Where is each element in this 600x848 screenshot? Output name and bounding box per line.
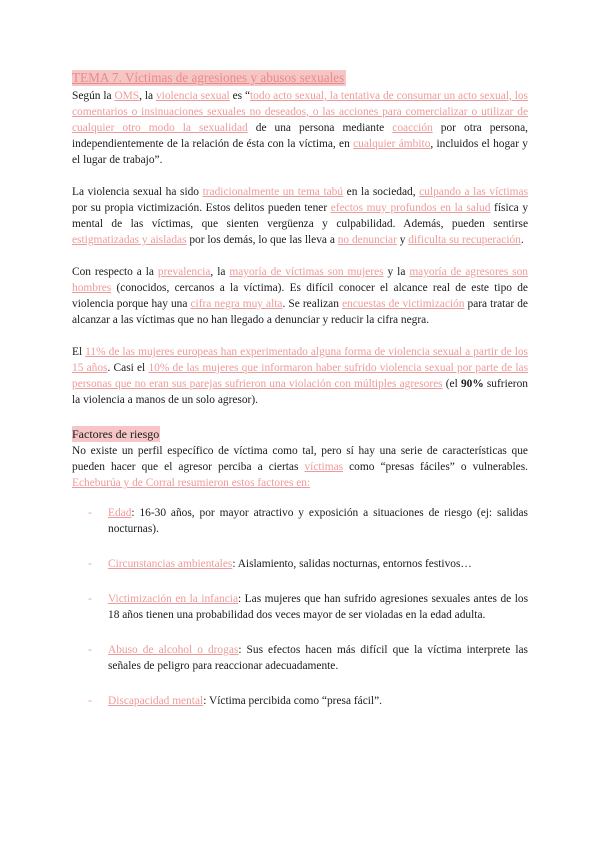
paragraph-definition bbox=[72, 88, 528, 168]
factor-text: : Aislamiento, salidas nocturnas, entornos festivos… bbox=[232, 558, 472, 570]
text: y bbox=[396, 234, 409, 246]
bullet-dash: - bbox=[88, 644, 92, 656]
text: en la sociedad, bbox=[343, 186, 420, 198]
factor-text: : Sus efectos hacen más difícil que la víctima interprete las señales de peligro para reaccionar adecuadamente. bbox=[108, 644, 528, 672]
list-item bbox=[72, 642, 528, 674]
highlight-prevalencia: prevalencia bbox=[157, 266, 211, 278]
text: física y mental de las víctimas, que sienten vergüenza y culpabilidad. Además, pueden sentirse bbox=[72, 202, 529, 230]
factor-label: Edad bbox=[108, 507, 132, 519]
highlight-estigmatizadas: estigmatizadas y aisladas bbox=[72, 234, 187, 246]
text: , incluidos el hogar y el lugar de trabajo”. bbox=[72, 138, 528, 166]
list-item bbox=[72, 693, 528, 709]
text: Con respecto a la bbox=[72, 266, 158, 278]
bullet-dash: - bbox=[88, 558, 92, 570]
bullet-dash: - bbox=[88, 507, 92, 519]
text: . Casi el bbox=[107, 362, 149, 374]
highlight-efectos: efectos muy profundos en la salud bbox=[330, 202, 491, 214]
highlight-10-percent: 10% de las mujeres que informaron haber sufrido violencia sexual por parte de las personas que no eran sus parejas sufrieron una violación con múltiples agresores bbox=[72, 362, 528, 390]
highlight-victimas-mujeres: mayoría de víctimas son mujeres bbox=[229, 266, 384, 278]
text: sufrieron la violencia a manos de un solo agresor). bbox=[72, 378, 528, 406]
highlight-no-denunciar: no denunciar bbox=[337, 234, 397, 246]
bold-90-percent: 90% bbox=[460, 378, 484, 390]
highlight-recuperacion: dificulta su recuperación bbox=[408, 234, 521, 246]
text: de una persona mediante bbox=[247, 122, 393, 134]
risk-factor-list bbox=[72, 505, 528, 709]
highlight-agresores-hombres: mayoría de agresores son hombres bbox=[72, 266, 528, 294]
highlight-coaccion: coacción bbox=[392, 122, 433, 134]
text: No existe un perfil específico de víctima como tal, pero sí hay una serie de características que pueden hacer que el agresor perciba a ciertas bbox=[72, 445, 528, 473]
highlight-victimas: víctimas bbox=[304, 461, 344, 473]
factor-label: Discapacidad mental bbox=[108, 695, 204, 707]
text: . Se realizan bbox=[282, 298, 342, 310]
text: como “presas fáciles” o vulnerables. bbox=[343, 461, 528, 473]
text: por los demás, lo que las lleva a bbox=[186, 234, 338, 246]
factor-text: : Las mujeres que han sufrido agresiones sexuales antes de los 18 años tienen una probabilidad dos veces mayor de ser violadas en la edad adulta. bbox=[108, 593, 528, 621]
text: y la bbox=[383, 266, 410, 278]
factor-label: Abuso de alcohol o drogas bbox=[108, 644, 239, 656]
highlight-ambito: cualquier ámbito bbox=[353, 138, 431, 150]
text: La violencia sexual ha sido bbox=[72, 186, 203, 198]
paragraph-estadisticas bbox=[72, 344, 528, 408]
factor-label: Circunstancias ambientales bbox=[108, 558, 233, 570]
factor-text: : Víctima percibida como “presa fácil”. bbox=[203, 695, 382, 707]
highlight-cifra-negra: cifra negra muy alta bbox=[190, 298, 283, 310]
highlight-11-percent: 11% de las mujeres europeas han experimentado alguna forma de violencia sexual a partir de los 15 años bbox=[72, 346, 528, 374]
text: , la bbox=[139, 90, 156, 102]
text: por otra persona, independientemente de la relación de ésta con la víctima, en bbox=[72, 122, 529, 150]
highlight-definition: todo acto sexual, la tentativa de consumar un acto sexual, los comentarios o insinuaciones sexuales no deseados, o las acciones para comercializar o utilizar de cualquier otro modo la sexualidad bbox=[72, 90, 528, 134]
text: para tratar de alcanzar a las víctimas que no han llegado a denunciar y reducir la cifra negra. bbox=[72, 298, 528, 326]
paragraph-factores-intro bbox=[72, 443, 528, 491]
highlight-encuestas: encuestas de victimización bbox=[341, 298, 465, 310]
factor-label: Victimización en la infancia bbox=[108, 593, 239, 605]
text: (conocidos, cercanos a la víctima). Es difícil conocer el alcance real de este tipo de violencia porque hay una bbox=[72, 282, 528, 310]
text: , la bbox=[210, 266, 230, 278]
highlight-oms: OMS bbox=[114, 90, 140, 102]
paragraph-prevalencia bbox=[72, 264, 528, 328]
text: Según la bbox=[72, 90, 115, 102]
list-item bbox=[72, 556, 528, 572]
text: El bbox=[72, 346, 86, 358]
list-item bbox=[72, 591, 528, 623]
section-subtitle: Factores de riesgo bbox=[72, 427, 160, 441]
highlight-culpando: culpando a las víctimas bbox=[419, 186, 529, 198]
highlight-tabu: tradicionalmente un tema tabú bbox=[202, 186, 344, 198]
bullet-dash: - bbox=[88, 593, 92, 605]
text: es “ bbox=[229, 90, 251, 102]
paragraph-tabu bbox=[72, 184, 528, 248]
text: por su propia victimización. Estos delitos pueden tener bbox=[72, 202, 331, 214]
page-title: TEMA 7. Víctimas de agresiones y abusos sexuales bbox=[72, 70, 345, 85]
document-page bbox=[72, 70, 528, 728]
highlight-echeburua: Echeburúa y de Corral resumieron estos factores en: bbox=[72, 477, 311, 489]
text: . bbox=[520, 234, 524, 246]
factor-text: : 16-30 años, por mayor atractivo y exposición a situaciones de riesgo (ej: salidas nocturnas). bbox=[108, 507, 528, 535]
list-item bbox=[72, 505, 528, 537]
highlight-violencia-sexual: violencia sexual bbox=[155, 90, 230, 102]
text: (el bbox=[442, 378, 461, 390]
bullet-dash: - bbox=[88, 695, 92, 707]
